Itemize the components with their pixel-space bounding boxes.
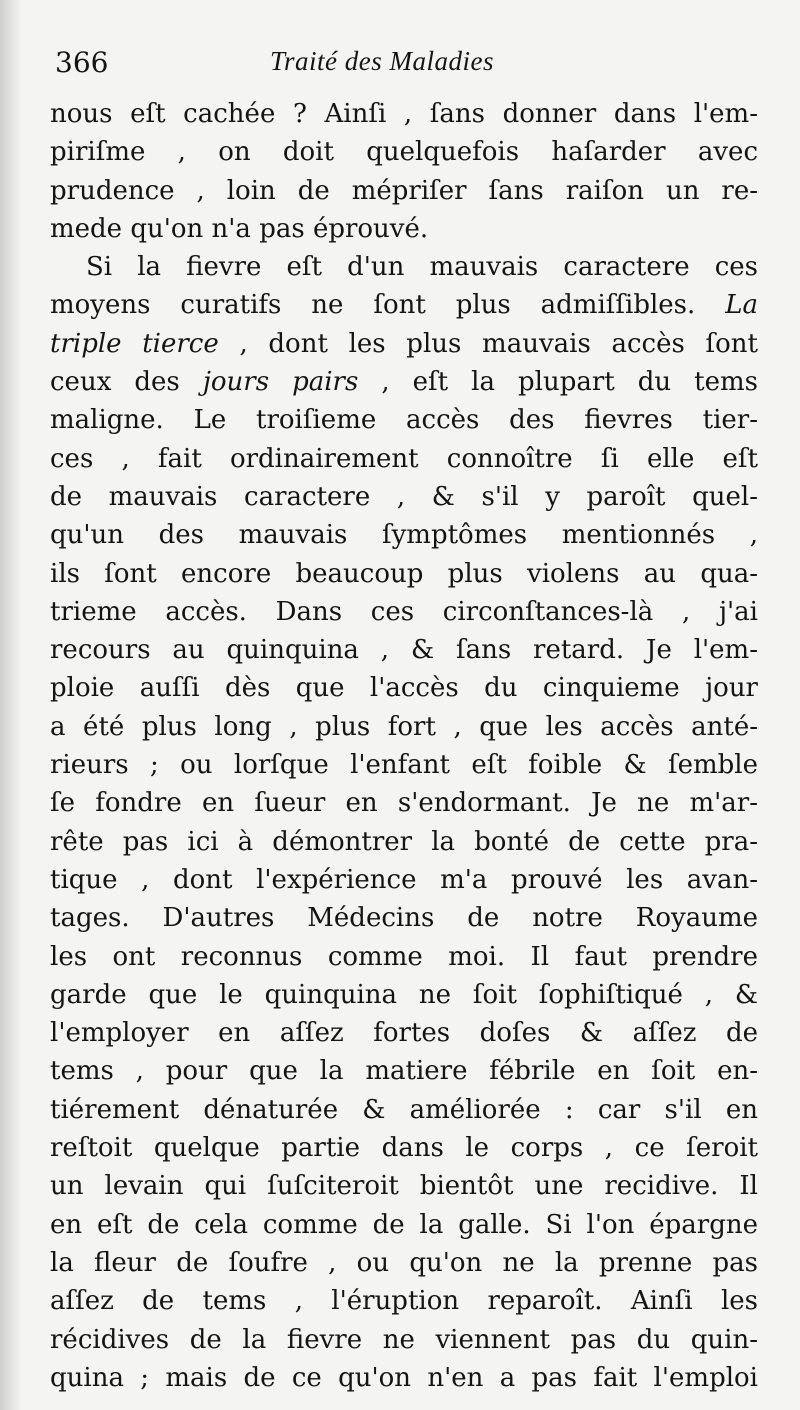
text-line: Si la fievre eſt d'un mauvais caractere ces [86,252,758,283]
text-line: de mauvais caractere , & s'il y paroît quel- [50,481,758,512]
text-line: trieme accès. Dans ces circonſtances-là , j'ai [50,596,758,627]
text-line: tems , pour que la matiere fébrile en ſoit en- [50,1056,758,1087]
text-line: ſe fondre en ſueur en s'endormant. Je ne m'ar- [50,788,758,819]
text-line: les ont reconnus comme moi. Il faut prendre [50,941,758,972]
text-line: quina ; mais de ce qu'on n'en a pas fait l'emploi [50,1362,758,1393]
body-text [50,95,758,1397]
text-line: en eſt de cela comme de la galle. Si l'on épargne [50,1209,758,1240]
text-line: recours au quinquina , & ſans retard. Je l'em- [50,635,758,666]
running-head [55,42,755,86]
text-line: moyens curatifs ne ſont plus admiſſibles. La [50,290,758,321]
text-line: aſſez de tems , l'éruption reparoît. Ainſi les [50,1286,758,1317]
text-line: tages. D'autres Médecins de notre Royaume [50,903,758,934]
text-line: tiérement dénaturée & améliorée : car s'il en [50,1094,758,1125]
text-line: un levain qui ſuſciteroit bientôt une recidive. Il [50,1171,758,1202]
text-line: triple tierce , dont les plus mauvais accès ſont [50,328,758,359]
text-line: nous eſt cachée ? Ainſi , ſans donner dans l'em- [50,99,758,129]
text-line: reſtoit quelque partie dans le corps , ce ſeroit [50,1133,758,1164]
text-line: rête pas ici à démontrer la bonté de cette pra- [50,826,758,857]
text-line: récidives de la fievre ne viennent pas du quin- [50,1324,758,1355]
page-number: 366 [55,46,109,79]
gutter-shadow [0,0,22,1410]
text-line: l'employer en aſſez fortes doſes & aſſez de [50,1018,758,1049]
text-line: ils ſont encore beaucoup plus violens au qua- [50,558,758,589]
text-line: ces , fait ordinairement connoître ſi elle eſt [50,443,758,474]
text-line: mede qu'on n'a pas éprouvé. [50,213,429,244]
text-line: la fleur de ſoufre , ou qu'on ne la prenne pas [50,1247,758,1278]
text-line: rieurs ; ou lorſque l'enfant eſt foible & ſemble [50,750,758,781]
text-line: maligne. Le troiſieme accès des fievres tier- [50,405,758,436]
text-line: tique , dont l'expérience m'a prouvé les avan- [50,864,758,895]
text-line: qu'un des mauvais ſymptômes mentionnés , [50,520,758,551]
text-line: piriſme , on doit quelquefois haſarder avec [50,137,758,168]
running-title: Traité des Maladies [270,46,494,76]
text-line: a été plus long , plus fort , que les accès anté- [50,711,758,742]
text-line: ploie auſſi dès que l'accès du cinquieme jour [50,673,758,704]
text-line: prudence , loin de mépriſer ſans raiſon un re- [50,175,758,206]
text-line: ceux des jours pairs , eſt la plupart du tems [50,367,758,398]
text-line: garde que le quinquina ne ſoit ſophiſtiqué , & [50,979,758,1010]
